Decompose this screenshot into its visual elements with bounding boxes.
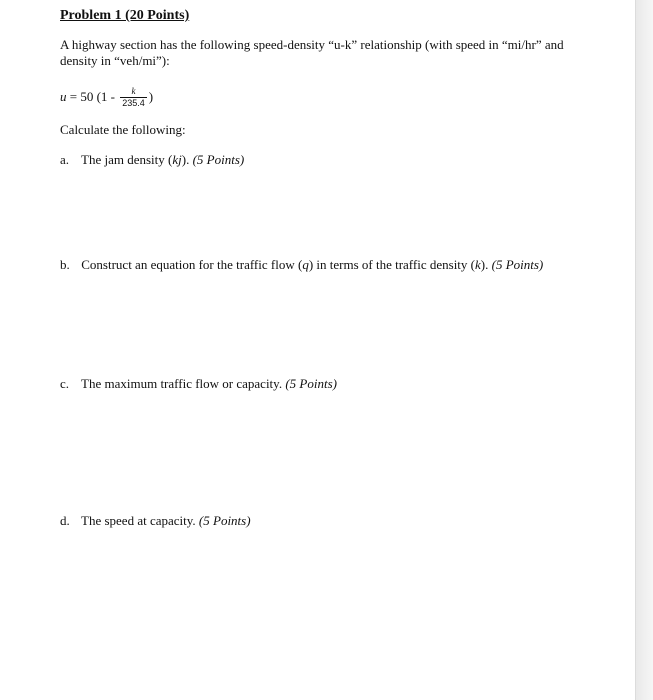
question-text: Construct an equation for the traffic flow ( (81, 257, 303, 272)
question-text: ) in terms of the traffic density ( (308, 257, 475, 272)
question-text: ). (480, 257, 492, 272)
question-d (60, 513, 251, 529)
question-points: (5 Points) (285, 376, 337, 391)
equation-fraction (120, 86, 147, 109)
question-points: (5 Points) (491, 257, 544, 272)
calculate-label: Calculate the following: (60, 122, 186, 137)
speed-density-equation (60, 82, 153, 112)
question-a (60, 152, 244, 168)
question-variable: kj (172, 152, 182, 167)
equation-lhs: u (60, 89, 67, 104)
question-points: (5 Points) (192, 152, 245, 167)
problem-intro: A highway section has the following speed-density “u-k” relationship (with speed in “mi/hr” and density in “veh/mi”): (60, 37, 564, 68)
question-c (60, 376, 337, 392)
question-letter: c. (60, 376, 70, 391)
equation-numerator: k (131, 85, 136, 96)
equation-close: ) (148, 89, 154, 104)
question-text: The jam density ( (81, 152, 173, 167)
equation-equals: = 50 (1 - (66, 89, 119, 104)
question-letter: d. (60, 513, 70, 528)
question-letter: b. (60, 257, 70, 272)
question-text: The speed at capacity. (81, 513, 199, 528)
question-letter: a. (60, 152, 70, 167)
page-edge (635, 0, 653, 700)
question-variable: k (475, 257, 481, 272)
equation-denominator: 235.4 (122, 97, 145, 108)
question-b (60, 257, 543, 273)
question-text: ). (181, 152, 193, 167)
question-text: The maximum traffic flow or capacity. (81, 376, 286, 391)
question-points: (5 Points) (198, 513, 251, 528)
problem-title: Problem 1 (20 Points) (60, 8, 190, 23)
question-variable: q (302, 257, 309, 272)
